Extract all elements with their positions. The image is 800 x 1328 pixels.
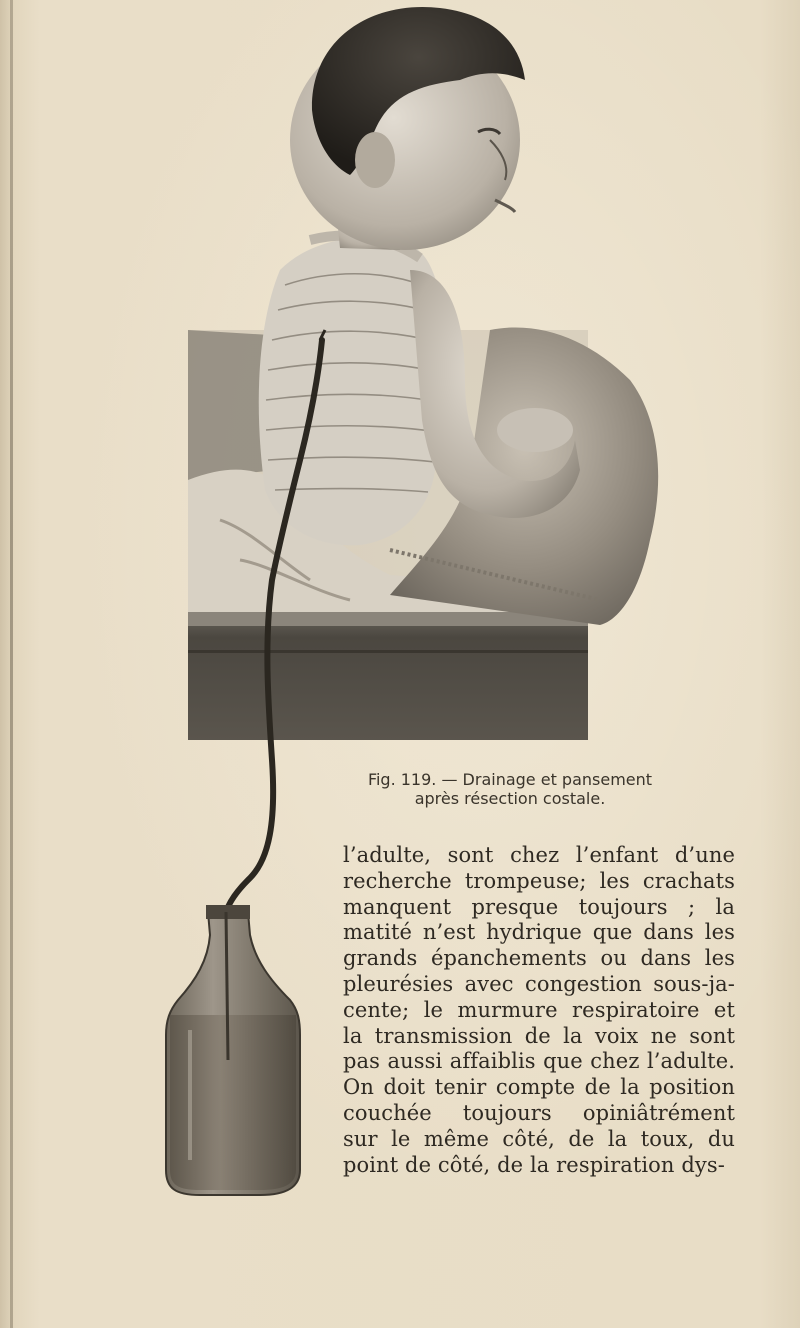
binding-gutter xyxy=(10,0,13,1328)
text-line: recherche trompeuse; les crachats xyxy=(343,868,735,893)
text-line: couchée toujours opiniâtrément xyxy=(343,1100,735,1125)
caption-line: Fig. 119. — Drainage et pansement xyxy=(367,770,653,789)
text-line: On doit tenir compte de la position xyxy=(343,1075,735,1100)
text-line: cente; le murmure respiratoire et xyxy=(343,997,735,1022)
caption-line: après résection costale. xyxy=(414,789,606,808)
body-paragraph xyxy=(343,843,735,1178)
text-line: sur le même côté, de la toux, du xyxy=(343,1126,735,1151)
text-line: pleurésies avec congestion sous-ja- xyxy=(343,971,735,996)
text-line: l’adulte, sont chez l’enfant d’une xyxy=(343,843,735,867)
text-line: matité n’est hydrique que dans les xyxy=(343,920,735,945)
text-line: grands épanchements ou dans les xyxy=(343,946,735,971)
text-line: point de côté, de la respiration dys- xyxy=(343,1152,725,1177)
text-line: pas aussi affaiblis que chez l’adulte. xyxy=(343,1049,735,1074)
figure-caption xyxy=(330,770,690,808)
text-line: la transmission de la voix ne sont xyxy=(343,1023,735,1048)
text-line: manquent presque toujours ; la xyxy=(343,894,735,919)
